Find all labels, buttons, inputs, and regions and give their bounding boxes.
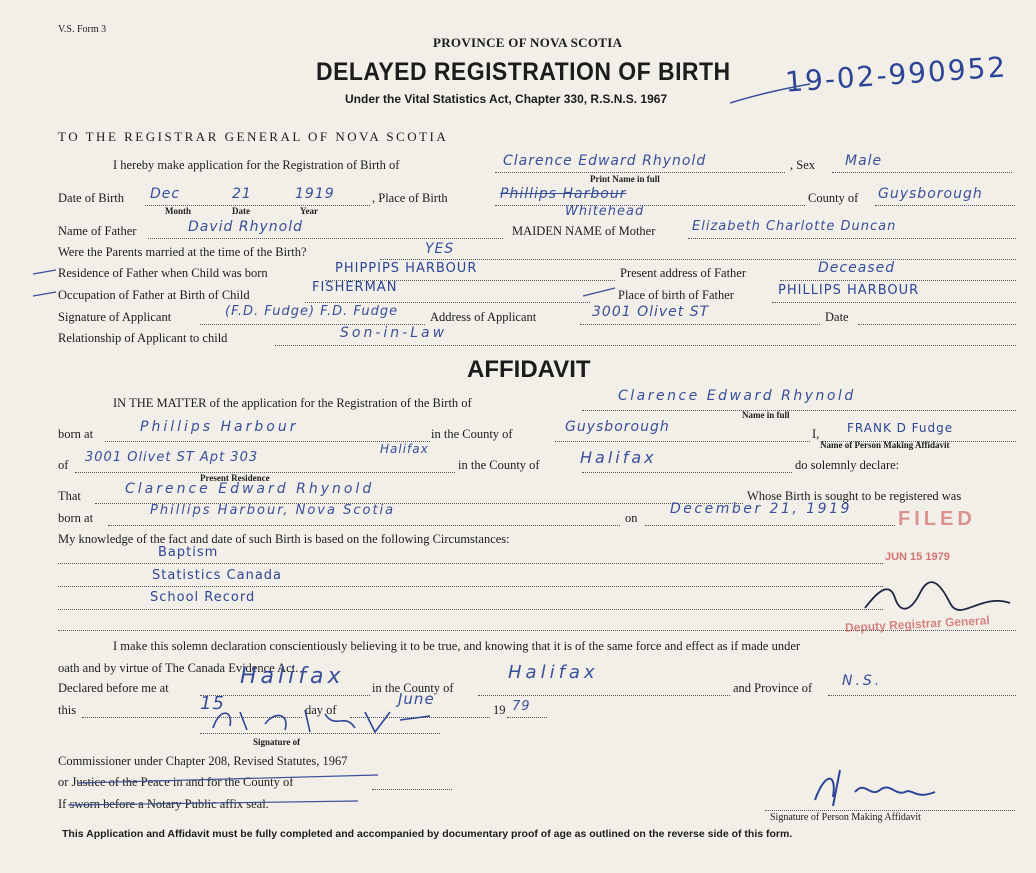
father-present-address: Deceased <box>818 260 896 276</box>
commissioner-label: Commissioner under Chapter 208, Revised Statutes, 1967 <box>58 754 348 768</box>
solemn-line-1: I make this solemn declaration conscientiously believing it to be true, and knowing that it is of the same force and effect as if made under <box>113 639 801 653</box>
of-label: of <box>58 458 69 472</box>
circumstance-3: School Record <box>150 590 256 605</box>
this-label: this <box>58 703 77 717</box>
strike-through-lines-icon <box>28 772 448 812</box>
declared-province: N.S. <box>842 673 883 689</box>
declare-label: do solemnly declare: <box>795 458 900 472</box>
declared-month: June <box>398 690 435 708</box>
applicant-signature: (F.D. Fudge) F.D. Fudge <box>225 304 399 319</box>
father-pob: PHILLIPS HARBOUR <box>778 283 920 298</box>
solemn-line-2: oath and by virtue of The Canada Evidence Act. <box>58 661 299 675</box>
county-label: County of <box>808 191 859 205</box>
name-hint: Name in full <box>742 410 790 420</box>
deponent-name: FRANK D Fudge <box>847 421 954 435</box>
declared-year-suffix: 79 <box>512 699 531 714</box>
born-at-label: born at <box>58 427 94 441</box>
i-label: I, <box>812 427 820 441</box>
child-name: Clarence Edward Rhynold <box>503 153 707 169</box>
dob-year: 1919 <box>295 186 335 202</box>
justice-label: or Justice of the Peace in and for the County of <box>58 775 294 789</box>
circumstance-1: Baptism <box>158 545 219 560</box>
deponent-signature-icon <box>795 762 955 810</box>
sex-label: , Sex <box>790 158 815 172</box>
child-sex: Male <box>845 153 883 169</box>
declared-at: Halifax <box>240 664 345 689</box>
birth-county: Guysborough <box>878 186 983 202</box>
dob-month: Dec <box>150 186 181 202</box>
matter-name: Clarence Edward Rhynold <box>618 388 856 404</box>
date-hint: Date <box>232 206 250 216</box>
filed-stamp: FILED <box>898 508 976 530</box>
born-at: Phillips Harbour <box>140 419 299 435</box>
born-at-label-2: born at <box>58 511 94 525</box>
affidavit-heading: AFFIDAVIT <box>467 356 591 383</box>
that-label: That <box>58 489 81 503</box>
registrar-line: TO THE REGISTRAR GENERAL OF NOVA SCOTIA <box>58 129 449 144</box>
relationship: Son-in-Law <box>340 325 448 341</box>
mother-name: Elizabeth Charlotte Duncan <box>692 219 897 234</box>
relationship-label: Relationship of Applicant to child <box>58 331 228 345</box>
pob-struck: Phillips Harbour <box>500 186 627 202</box>
mother-label: MAIDEN NAME of Mother <box>512 224 656 238</box>
print-name-hint: Print Name in full <box>590 174 660 184</box>
pob-correction: Whitehead <box>565 204 645 219</box>
father-name: David Rhynold <box>188 219 303 235</box>
form-subtitle: Under the Vital Statistics Act, Chapter 330, R.S.N.S. 1967 <box>345 92 668 106</box>
circumstance-2: Statistics Canada <box>152 568 283 583</box>
knowledge-label: My knowledge of the fact and date of such Birth is based on the following Circumstances: <box>58 532 510 546</box>
father-residence: PHIPPIPS HARBOUR <box>335 261 478 276</box>
applicant-sig-label: Signature of Applicant <box>58 310 172 324</box>
date-label: Date <box>825 310 849 324</box>
registrar-role: Deputy Registrar General <box>844 613 990 635</box>
form-title: DELAYED REGISTRATION OF BIRTH <box>316 58 731 86</box>
deponent-city: Halifax <box>380 442 429 456</box>
application-intro: I hereby make application for the Registration of Birth of <box>113 158 400 172</box>
declared-day: 15 <box>200 693 225 714</box>
dob-date: 21 <box>232 186 252 202</box>
margin-mark-icon <box>580 285 620 299</box>
deponent-county: Halifax <box>580 448 657 467</box>
deponent-hint: Name of Person Making Affidavit <box>820 440 950 450</box>
filed-date: JUN 15 1979 <box>885 551 950 563</box>
on-label: on <box>625 511 638 525</box>
address-label: Address of Applicant <box>430 310 537 324</box>
birth-place: Phillips Harbour, Nova Scotia <box>150 503 396 518</box>
person-signature-label: Signature of Person Making Affidavit <box>770 812 921 823</box>
day-of-label: day of <box>305 703 337 717</box>
father-occupation: FISHERMAN <box>312 280 398 295</box>
notary-label: If sworn before a Notary Public affix seal. <box>58 797 269 811</box>
applicant-address: 3001 Olivet ST <box>592 304 710 320</box>
birth-date: December 21, 1919 <box>670 501 852 517</box>
born-county: Guysborough <box>565 419 670 435</box>
declared-county: Halifax <box>508 662 599 683</box>
registration-number: 19-02-990952 <box>784 50 1009 99</box>
that-name: Clarence Edward Rhynold <box>125 481 375 497</box>
declared-label: Declared before me at <box>58 681 169 695</box>
margin-marks-icon <box>28 268 68 308</box>
signature-of-label: Signature of <box>253 737 301 747</box>
whose-birth-label: Whose Birth is sought to be registered was <box>747 489 962 503</box>
parents-married: YES <box>425 241 455 257</box>
county-label-2: in the County of <box>431 427 513 441</box>
year-hint: Year <box>300 206 318 216</box>
father-pob-label: Place of birth of Father <box>618 288 734 302</box>
pob-label: , Place of Birth <box>372 191 448 205</box>
year-prefix: 19 <box>493 703 506 717</box>
registrar-signature-icon <box>860 578 1020 618</box>
county-label-4: in the County of <box>372 681 454 695</box>
occupation-label: Occupation of Father at Birth of Child <box>58 288 250 302</box>
residence-label: Residence of Father when Child was born <box>58 266 268 280</box>
form-number: V.S. Form 3 <box>58 24 107 35</box>
footer-note: This Application and Affidavit must be fully completed and accompanied by documentary proof of age as outlined on the reverse side of this form. <box>62 828 793 840</box>
dob-label: Date of Birth <box>58 191 124 205</box>
province-label: and Province of <box>733 681 813 695</box>
father-label: Name of Father <box>58 224 137 238</box>
residence-hint: Present Residence <box>200 473 270 483</box>
pen-stroke-decoration <box>725 78 815 108</box>
present-address-label: Present address of Father <box>620 266 747 280</box>
county-label-3: in the County of <box>458 458 540 472</box>
province-heading: PROVINCE OF NOVA SCOTIA <box>433 35 623 50</box>
married-label: Were the Parents married at the time of the Birth? <box>58 245 307 259</box>
month-hint: Month <box>165 206 192 216</box>
deponent-residence: 3001 Olivet ST Apt 303 <box>85 450 259 465</box>
matter-label: IN THE MATTER of the application for the Registration of the Birth of <box>113 396 472 410</box>
